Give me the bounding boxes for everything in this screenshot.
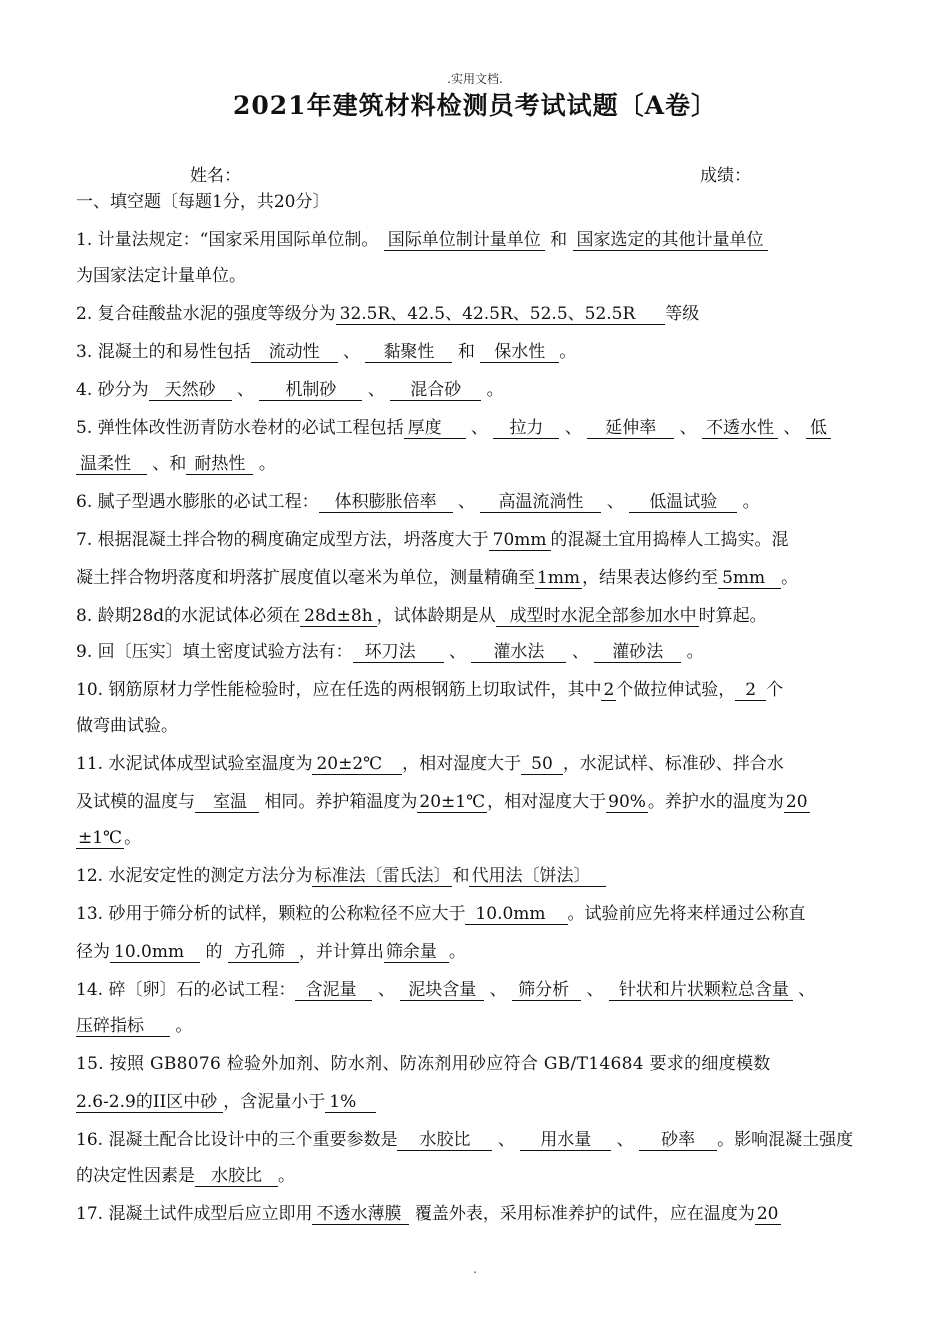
answer-blank: 国家选定的其他计量单位: [573, 230, 768, 251]
answer-blank: 用水量: [520, 1130, 611, 1151]
question-15: 15. 按照 GB8076 检验外加剂、防水剂、防冻剂用砂应符合 GB/T14684 要求的细度模数: [76, 1054, 771, 1074]
answer-blank: 环刀法: [353, 642, 444, 663]
question-11-cont2: ±1℃ 。: [78, 828, 142, 848]
question-11: 11. 水泥试体成型试验室温度为 20±2℃ ，相对湿度大于 50 ，水泥试样、标准砂、拌合水: [76, 754, 784, 774]
answer-blank: 2: [603, 680, 615, 700]
answer-blank: 筛余量: [384, 942, 449, 963]
answer-blank: 砂率: [639, 1130, 717, 1151]
answer-blank: 10.0mm: [465, 904, 567, 925]
answer-blank: 20: [785, 792, 808, 812]
answer-blank: 1mm: [537, 568, 581, 588]
answer-blank: 低: [806, 418, 831, 439]
answer-blank: 不透水薄膜: [312, 1204, 409, 1225]
question-2: 2. 复合硅酸盐水泥的强度等级分为 32.5R、42.5、42.5R、52.5、52.5R 等级: [76, 304, 700, 324]
answer-blank: 混合砂: [390, 380, 481, 401]
question-7-cont: 凝土拌合物坍落度和坍落扩展度值以毫米为单位，测量精确至 1mm ，结果表达修约至 5mm 。: [76, 568, 799, 588]
question-4: 4. 砂分为 天然砂 、 机制砂 、 混合砂 。: [76, 380, 504, 400]
question-11-cont: 及试模的温度与 室温 相同。养护箱温度为 20±1℃ ，相对湿度大于 90% 。养护水的温度为 20: [76, 792, 808, 812]
answer-blank: 20: [756, 1204, 779, 1224]
answer-blank: 10.0mm: [110, 942, 200, 963]
answer-blank: 耐热性: [186, 454, 253, 475]
answer-blank: 方孔筛: [228, 942, 299, 963]
question-13-cont: 径为 10.0mm 的 方孔筛 ，并计算出 筛余量 。: [76, 942, 466, 962]
page-title: 2021年建筑材料检测员考试试题〔A卷〕: [233, 91, 717, 120]
question-14-cont: 压碎指标 。: [76, 1016, 193, 1036]
answer-blank: 室温: [195, 792, 259, 813]
answer-blank: 温柔性: [76, 454, 147, 475]
answer-blank: 延伸率: [587, 418, 674, 439]
answer-blank: 20±1℃: [419, 792, 486, 812]
answer-blank: 5mm: [718, 568, 781, 589]
answer-blank: 针状和片状颗粒总含量: [609, 980, 793, 1001]
answer-blank: 体积膨胀倍率: [319, 492, 453, 513]
answer-blank: 厚度: [404, 418, 466, 439]
answer-blank: 拉力: [493, 418, 559, 439]
question-16-cont: 的决定性因素是 水胶比 。: [76, 1166, 295, 1186]
answer-blank: 70mm: [489, 530, 551, 551]
answer-blank: 灌砂法: [594, 642, 681, 663]
question-9: 9. 回〔压实〕填土密度试验方法有： 环刀法 、 灌水法 、 灌砂法 。: [76, 642, 704, 662]
section-heading: 一、填空题〔每题1分，共20分〕: [76, 192, 330, 212]
answer-blank: 机制砂: [259, 380, 362, 401]
answer-blank: 国际单位制计量单位: [384, 230, 545, 251]
question-10-cont: 做弯曲试验。: [76, 716, 178, 736]
answer-blank: 90%: [608, 792, 646, 812]
page-footer: .: [473, 1262, 477, 1276]
answer-blank: 保水性: [480, 342, 559, 363]
question-10: 10. 钢筋原材力学性能检验时，应在任选的两根钢筋上切取试件，其中 2 个做拉伸试验， 2 个: [76, 680, 784, 700]
answer-blank: 压碎指标: [76, 1016, 170, 1037]
answer-blank: 50: [521, 754, 563, 775]
question-15-cont: 2.6-2.9的II区中砂 ，含泥量小于 1%: [76, 1091, 876, 1113]
answer-blank: 2: [735, 680, 766, 701]
question-8: 8. 龄期28d的水泥试体必须在 28d±8h ，试体龄期是从 成型时水泥全部参加水中 时算起。: [76, 606, 767, 626]
question-6: 6. 腻子型遇水膨胀的必试工程： 体积膨胀倍率 、 高温流淌性 、 低温试验 。: [76, 492, 760, 512]
answer-blank: 含泥量: [295, 980, 372, 1001]
question-1: 1. 计量法规定：“国家采用国际单位制。 国际单位制计量单位 和 国家选定的其他计量单位: [76, 229, 876, 251]
name-label: 姓名：: [190, 166, 241, 186]
answer-blank: 水胶比: [195, 1166, 278, 1187]
answer-blank: 筛分析: [512, 980, 581, 1001]
page-header: .实用文档.: [447, 72, 503, 86]
question-3: 3. 混凝土的和易性包括 流动性 、 黏聚性 和 保水性 。: [76, 342, 577, 362]
answer-blank: 泥块含量: [400, 980, 484, 1001]
question-16: 16. 混凝土配合比设计中的三个重要参数是 水胶比 、 用水量 、 砂率 。影响混凝土强度: [76, 1130, 854, 1150]
question-1-cont: 为国家法定计量单位。: [76, 266, 246, 286]
answer-blank: 流动性: [251, 342, 338, 363]
question-17: 17. 混凝土试件成型后应立即用 不透水薄膜 覆盖外表，采用标准养护的试件，应在温度为 20: [76, 1204, 779, 1224]
answer-blank: 2.6-2.9的II区中砂: [76, 1092, 223, 1113]
question-12: 12. 水泥安定性的测定方法分为 标准法〔雷氏法〕 和 代用法〔饼法〕: [76, 865, 876, 887]
answer-blank: 代用法〔饼法〕: [469, 866, 606, 887]
question-14: 14. 碎〔卵〕石的必试工程： 含泥量 、 泥块含量 、 筛分析 、 针状和片状颗粒总含量 、: [76, 980, 816, 1000]
question-7: 7. 根据混凝土拌合物的稠度确定成型方法，坍落度大于 70mm 的混凝土宜用捣棒人工捣实。混: [76, 530, 789, 550]
answer-blank: 低温试验: [629, 492, 737, 513]
answer-blank: 成型时水泥全部参加水中: [496, 606, 699, 627]
answer-blank: 天然砂: [149, 380, 232, 401]
answer-blank: 不透水性: [702, 418, 778, 439]
question-13: 13. 砂用于筛分析的试样，颗粒的公称粒径不应大于 10.0mm 。试验前应先将来样通过公称直: [76, 904, 806, 924]
score-label: 成绩：: [700, 166, 751, 186]
question-5: 5. 弹性体改性沥青防水卷材的必试工程包括 厚度 、 拉力 、 延伸率 、 不透水性 、 低: [76, 417, 876, 439]
answer-blank: 标准法〔雷氏法〕: [314, 866, 451, 886]
answer-blank: ±1℃: [78, 828, 123, 848]
answer-blank: 灌水法: [471, 642, 566, 663]
answer-blank: 28d±8h: [300, 606, 377, 627]
answer-blank: 水胶比: [397, 1130, 492, 1151]
answer-blank: 高温流淌性: [480, 492, 601, 513]
answer-blank: 黏聚性: [365, 342, 452, 363]
answer-blank: 20±2℃: [312, 754, 402, 775]
question-5-cont: 温柔性 、和 耐热性 。: [76, 453, 876, 475]
answer-blank: 32.5R、42.5、42.5R、52.5、52.5R: [336, 304, 666, 325]
answer-blank: 1%: [325, 1092, 376, 1113]
